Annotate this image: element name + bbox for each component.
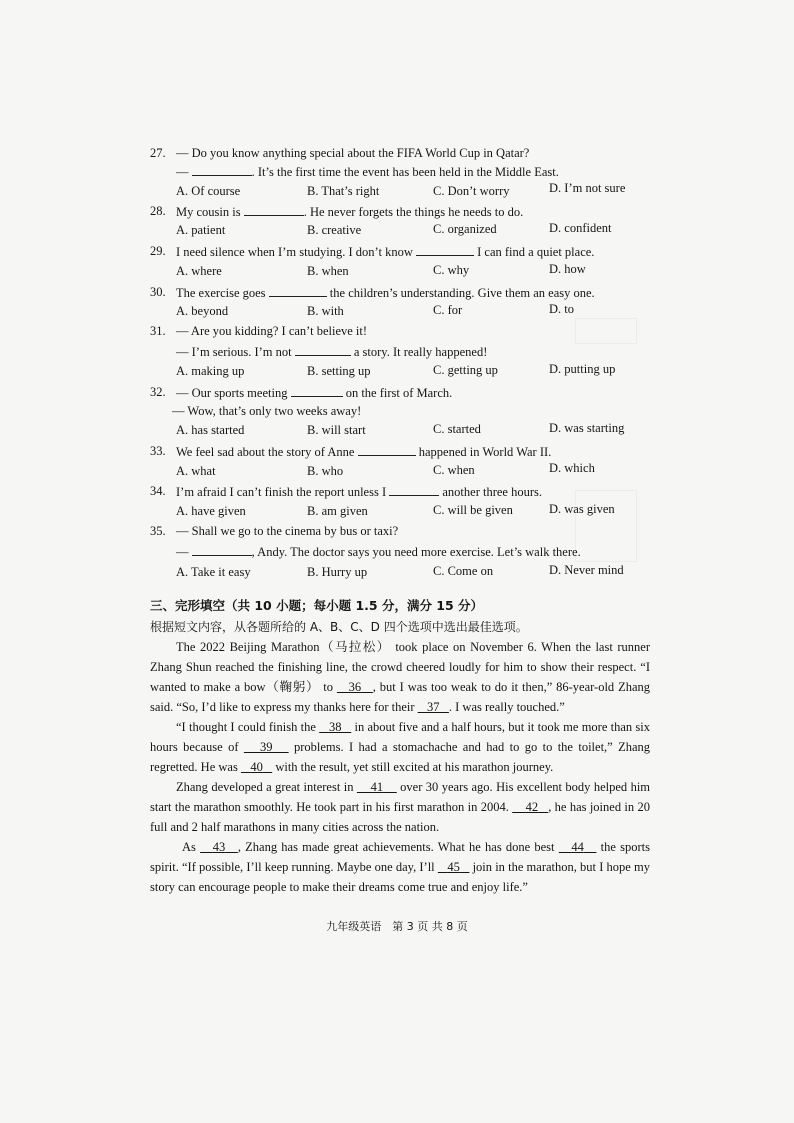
option-d: D. confident	[549, 221, 612, 235]
answer-blank	[358, 443, 416, 456]
question-number: 27.	[150, 146, 166, 160]
blank-42: 42	[525, 800, 539, 814]
option-c: C. Don’t worry	[433, 184, 510, 198]
answer-blank	[389, 483, 439, 496]
option-b: B. with	[307, 304, 344, 318]
option-d: D. was starting	[549, 421, 625, 435]
option-d: D. putting up	[549, 362, 616, 376]
question-number: 30.	[150, 285, 166, 299]
passage-paragraph: As 43 , Zhang has made great achievements. What he has done best 44 the sports spirit. “If possible, I’ll keep running. Maybe one day, I’ll 45 join in the marathon, but I hope my story can encourage people to make their dreams come true and enjoy life.”	[150, 840, 650, 894]
blank-39: 39	[260, 740, 273, 754]
option-a: A. what	[176, 464, 216, 478]
option-a: A. has started	[176, 423, 245, 437]
answer-blank	[192, 543, 252, 556]
question-number: 32.	[150, 385, 166, 399]
option-c: C. Come on	[433, 564, 494, 578]
question-stem: My cousin is . He never forgets the things he needs to do.	[176, 205, 524, 219]
option-a: A. have given	[176, 504, 246, 518]
question-stem: I need silence when I’m studying. I don’t know I can find a quiet place.	[176, 245, 595, 259]
option-a: A. where	[176, 264, 222, 278]
bleed-through-box	[575, 318, 637, 344]
question-stem: — Do you know anything special about the FIFA World Cup in Qatar?	[176, 146, 530, 160]
option-d: D. to	[549, 302, 574, 316]
blank-36: 36	[348, 680, 362, 694]
option-d: D. which	[549, 461, 595, 475]
page-footer: 九年级英语 第 3 页 共 8 页	[326, 920, 468, 933]
blank-45: 45	[447, 860, 460, 874]
option-b: B. am given	[307, 504, 368, 518]
option-a: A. beyond	[176, 304, 229, 318]
answer-blank	[244, 203, 304, 216]
option-a: A. Take it easy	[176, 565, 251, 579]
question-stem: — . It’s the first time the event has been held in the Middle East.	[176, 165, 559, 179]
option-c: C. for	[433, 303, 463, 317]
blank-44: 44	[571, 840, 584, 854]
question-stem: — Are you kidding? I can’t believe it!	[176, 324, 368, 338]
question-number: 28.	[150, 204, 166, 218]
option-c: C. organized	[433, 222, 497, 236]
blank-38: 38	[328, 720, 342, 734]
option-d: D. Never mind	[549, 563, 624, 577]
question-number: 31.	[150, 324, 166, 338]
question-stem: — Wow, that’s only two weeks away!	[172, 404, 362, 418]
question-number: 29.	[150, 244, 166, 258]
option-c: C. when	[433, 463, 475, 477]
blank-41: 41	[370, 780, 384, 794]
question-number: 33.	[150, 444, 166, 458]
option-c: C. will be given	[433, 503, 513, 517]
option-b: B. That’s right	[307, 184, 380, 198]
option-c: C. why	[433, 263, 470, 277]
answer-blank	[192, 163, 252, 176]
blank-37: 37	[427, 700, 440, 714]
option-a: A. patient	[176, 223, 226, 237]
answer-blank	[416, 243, 474, 256]
answer-blank	[291, 384, 343, 397]
section-instruction: 根据短文内容，从各题所给的 A、B、C、D 四个选项中选出最佳选项。	[150, 620, 528, 634]
question-stem: — I’m serious. I’m not a story. It really happened!	[176, 345, 488, 359]
passage-paragraph: “I thought I could finish the 38 in about five and a half hours, but it took me more than six hours because of 39 problems. I had a stomachache and had to go to the toilet,” Zhang regretted. He was 40 with the result, yet still excited at his marathon journey.	[150, 720, 651, 774]
option-b: B. creative	[307, 223, 362, 237]
option-c: C. started	[433, 422, 481, 436]
option-b: B. Hurry up	[307, 565, 368, 579]
blank-40: 40	[250, 760, 263, 774]
question-stem: We feel sad about the story of Anne happened in World War II.	[176, 445, 552, 459]
option-a: A. making up	[176, 364, 245, 378]
question-number: 35.	[150, 524, 166, 538]
option-b: B. when	[307, 264, 349, 278]
option-b: B. who	[307, 464, 344, 478]
option-d: D. I’m not sure	[549, 181, 626, 195]
cloze-passage	[150, 637, 650, 897]
passage-paragraph: Zhang developed a great interest in 41 over 30 years ago. His excellent body helped him start the marathon smoothly. He took part in his first marathon in 2004. 42 , he has joined in 20 full and 2 half marathons in many cities across the nation.	[150, 780, 651, 834]
answer-blank	[269, 284, 327, 297]
question-number: 34.	[150, 484, 166, 498]
blank-43: 43	[212, 840, 226, 854]
option-d: D. was given	[549, 502, 615, 516]
answer-blank	[295, 343, 351, 356]
question-stem: I’m afraid I can’t finish the report unless I another three hours.	[176, 485, 542, 499]
option-b: B. will start	[307, 423, 366, 437]
question-stem: The exercise goes the children’s understanding. Give them an easy one.	[176, 286, 595, 300]
question-stem: — , Andy. The doctor says you need more exercise. Let’s walk there.	[176, 545, 581, 559]
option-a: A. Of course	[176, 184, 241, 198]
passage-paragraph: The 2022 Beijing Marathon（马拉松） took place on November 6. When the last runner Zhang Shun reached the finishing line, the crowd cheered loudly for him to show their respect. “I wanted to make a bow（鞠躬） to 36 , but I was too weak to do it then,” 86-year-old Zhang said. “So, I’d like to express my thanks here for their 37 . I was really touched.”	[150, 640, 651, 714]
section-heading: 三、完形填空（共 10 小题；每小题 1.5 分，满分 15 分）	[150, 598, 484, 613]
option-d: D. how	[549, 262, 586, 276]
question-stem: — Our sports meeting on the first of March.	[176, 386, 453, 400]
question-stem: — Shall we go to the cinema by bus or taxi?	[176, 524, 399, 538]
option-b: B. setting up	[307, 364, 371, 378]
option-c: C. getting up	[433, 363, 498, 377]
